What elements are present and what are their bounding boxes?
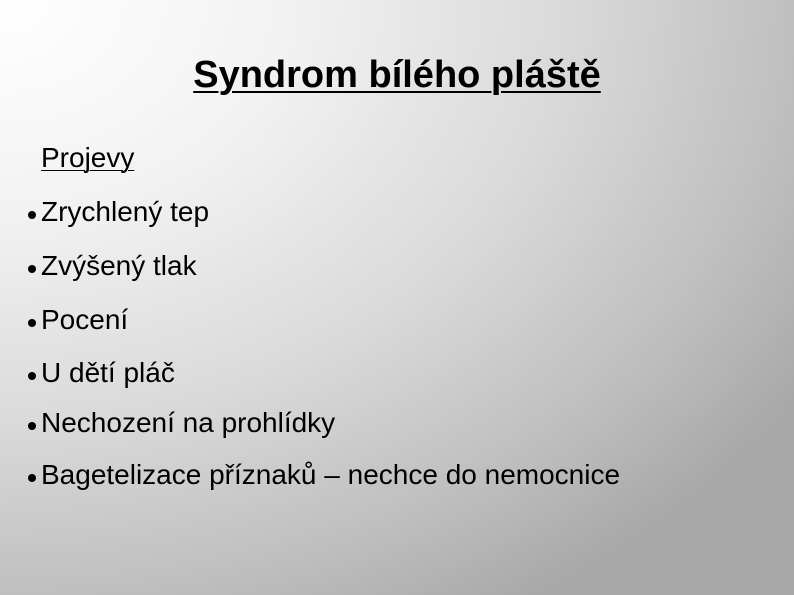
bullet-point-icon xyxy=(28,319,36,327)
bullet-point-icon xyxy=(28,211,36,219)
bullet-point-icon xyxy=(28,372,36,380)
list-item xyxy=(28,405,335,441)
bullet-text: Bagetelizace příznaků – nechce do nemocnice xyxy=(41,459,621,490)
bullet-point-icon xyxy=(28,422,36,430)
list-item xyxy=(28,302,128,338)
list-item xyxy=(28,457,620,493)
slide-title: Syndrom bílého pláště xyxy=(193,54,601,96)
list-item xyxy=(28,248,197,284)
bullet-point-icon xyxy=(28,474,36,482)
list-item xyxy=(28,355,175,391)
bullet-text: U dětí pláč xyxy=(41,357,175,388)
bullet-text: Nechození na prohlídky xyxy=(41,407,336,438)
bullet-point-icon xyxy=(28,265,36,273)
bullet-text: Pocení xyxy=(41,304,129,335)
section-heading: Projevy xyxy=(41,142,135,173)
bullet-text: Zrychlený tep xyxy=(41,196,210,227)
bullet-text: Zvýšený tlak xyxy=(41,250,197,281)
list-item xyxy=(28,194,209,230)
